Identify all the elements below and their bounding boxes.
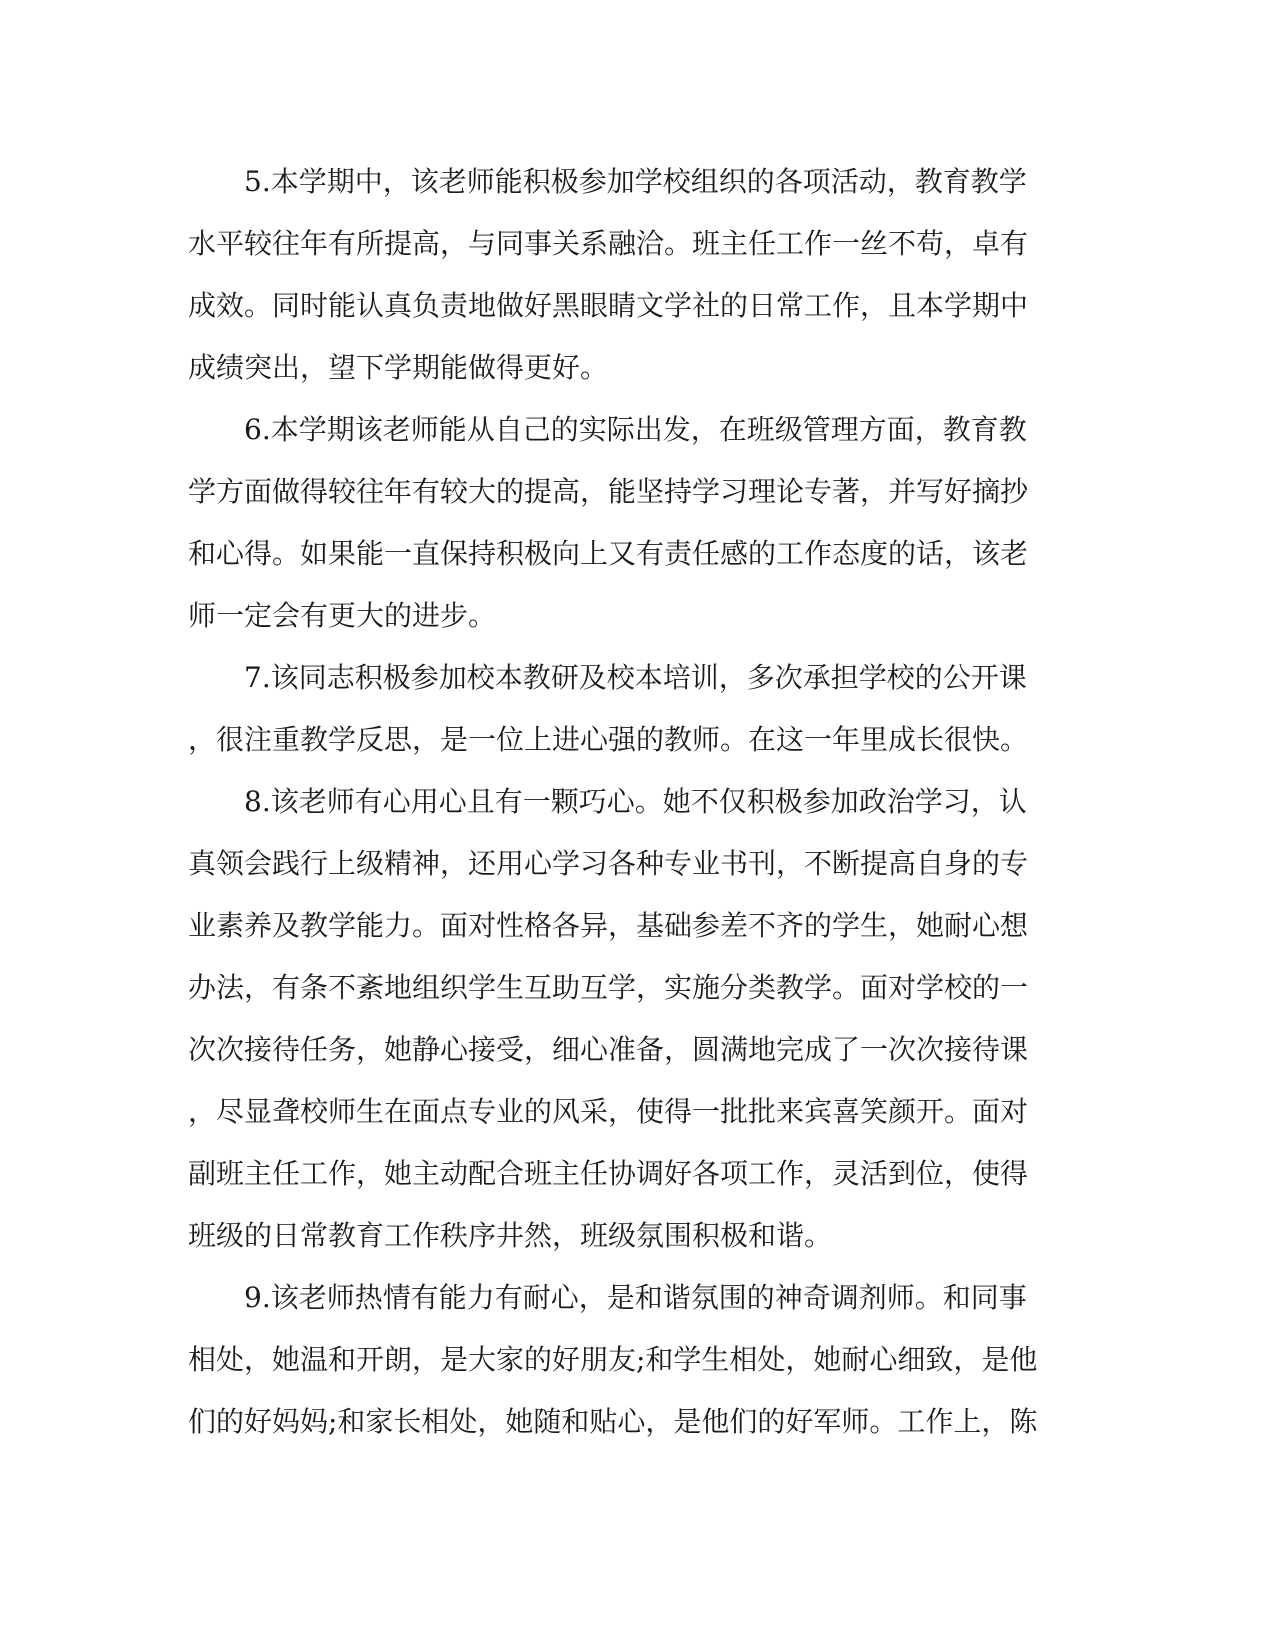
paragraph-line: 成效。同时能认真负责地做好黑眼睛文学社的日常工作，且本学期中: [188, 289, 1029, 322]
paragraph-line: 8.该老师有心用心且有一颗巧心。她不仅积极参加政治学习，认: [188, 785, 1027, 818]
paragraph-8: [188, 771, 1068, 1267]
paragraph-line: 们的好妈妈;和家长相处，她随和贴心，是他们的好军师。工作上，陈: [188, 1405, 1038, 1438]
paragraph-6: [188, 399, 1068, 647]
paragraph-line: 水平较往年有所提高，与同事关系融洽。班主任工作一丝不苟，卓有: [188, 227, 1029, 260]
paragraph-line: 班级的日常教育工作秩序井然，班级氛围积极和谐。: [188, 1219, 833, 1252]
paragraph-5: [188, 151, 1068, 399]
paragraph-line: 6.本学期该老师能从自己的实际出发，在班级管理方面，教育教: [188, 413, 1027, 446]
paragraph-line: 业素养及教学能力。面对性格各异，基础参差不齐的学生，她耐心想: [188, 909, 1029, 942]
paragraph-line: 5.本学期中，该老师能积极参加学校组织的各项活动，教育教学: [188, 165, 1027, 198]
paragraph-line: 师一定会有更大的进步。: [188, 599, 497, 632]
paragraph-line: 9.该老师热情有能力有耐心，是和谐氛围的神奇调剂师。和同事: [188, 1281, 1027, 1314]
paragraph-line: 相处，她温和开朗，是大家的好朋友;和学生相处，她耐心细致，是他: [188, 1343, 1038, 1376]
paragraph-9: [188, 1267, 1068, 1453]
paragraph-7: [188, 647, 1068, 771]
paragraph-line: 成绩突出，望下学期能做得更好。: [188, 351, 609, 384]
paragraph-line: 真领会践行上级精神，还用心学习各种专业书刊，不断提高自身的专: [188, 847, 1029, 880]
paragraph-line: 次次接待任务，她静心接受，细心准备，圆满地完成了一次次接待课: [188, 1033, 1029, 1066]
document-body: [188, 151, 1068, 1453]
paragraph-line: 办法，有条不紊地组织学生互助互学，实施分类教学。面对学校的一: [188, 971, 1029, 1004]
paragraph-line: 7.该同志积极参加校本教研及校本培训，多次承担学校的公开课: [188, 661, 1027, 694]
paragraph-line: ，很注重教学反思，是一位上进心强的教师。在这一年里成长很快。: [188, 723, 1029, 756]
paragraph-line: ，尽显聋校师生在面点专业的风采，使得一批批来宾喜笑颜开。面对: [188, 1095, 1029, 1128]
paragraph-line: 学方面做得较往年有较大的提高，能坚持学习理论专著，并写好摘抄: [188, 475, 1029, 508]
paragraph-line: 和心得。如果能一直保持积极向上又有责任感的工作态度的话，该老: [188, 537, 1029, 570]
paragraph-line: 副班主任工作，她主动配合班主任协调好各项工作，灵活到位，使得: [188, 1157, 1029, 1190]
